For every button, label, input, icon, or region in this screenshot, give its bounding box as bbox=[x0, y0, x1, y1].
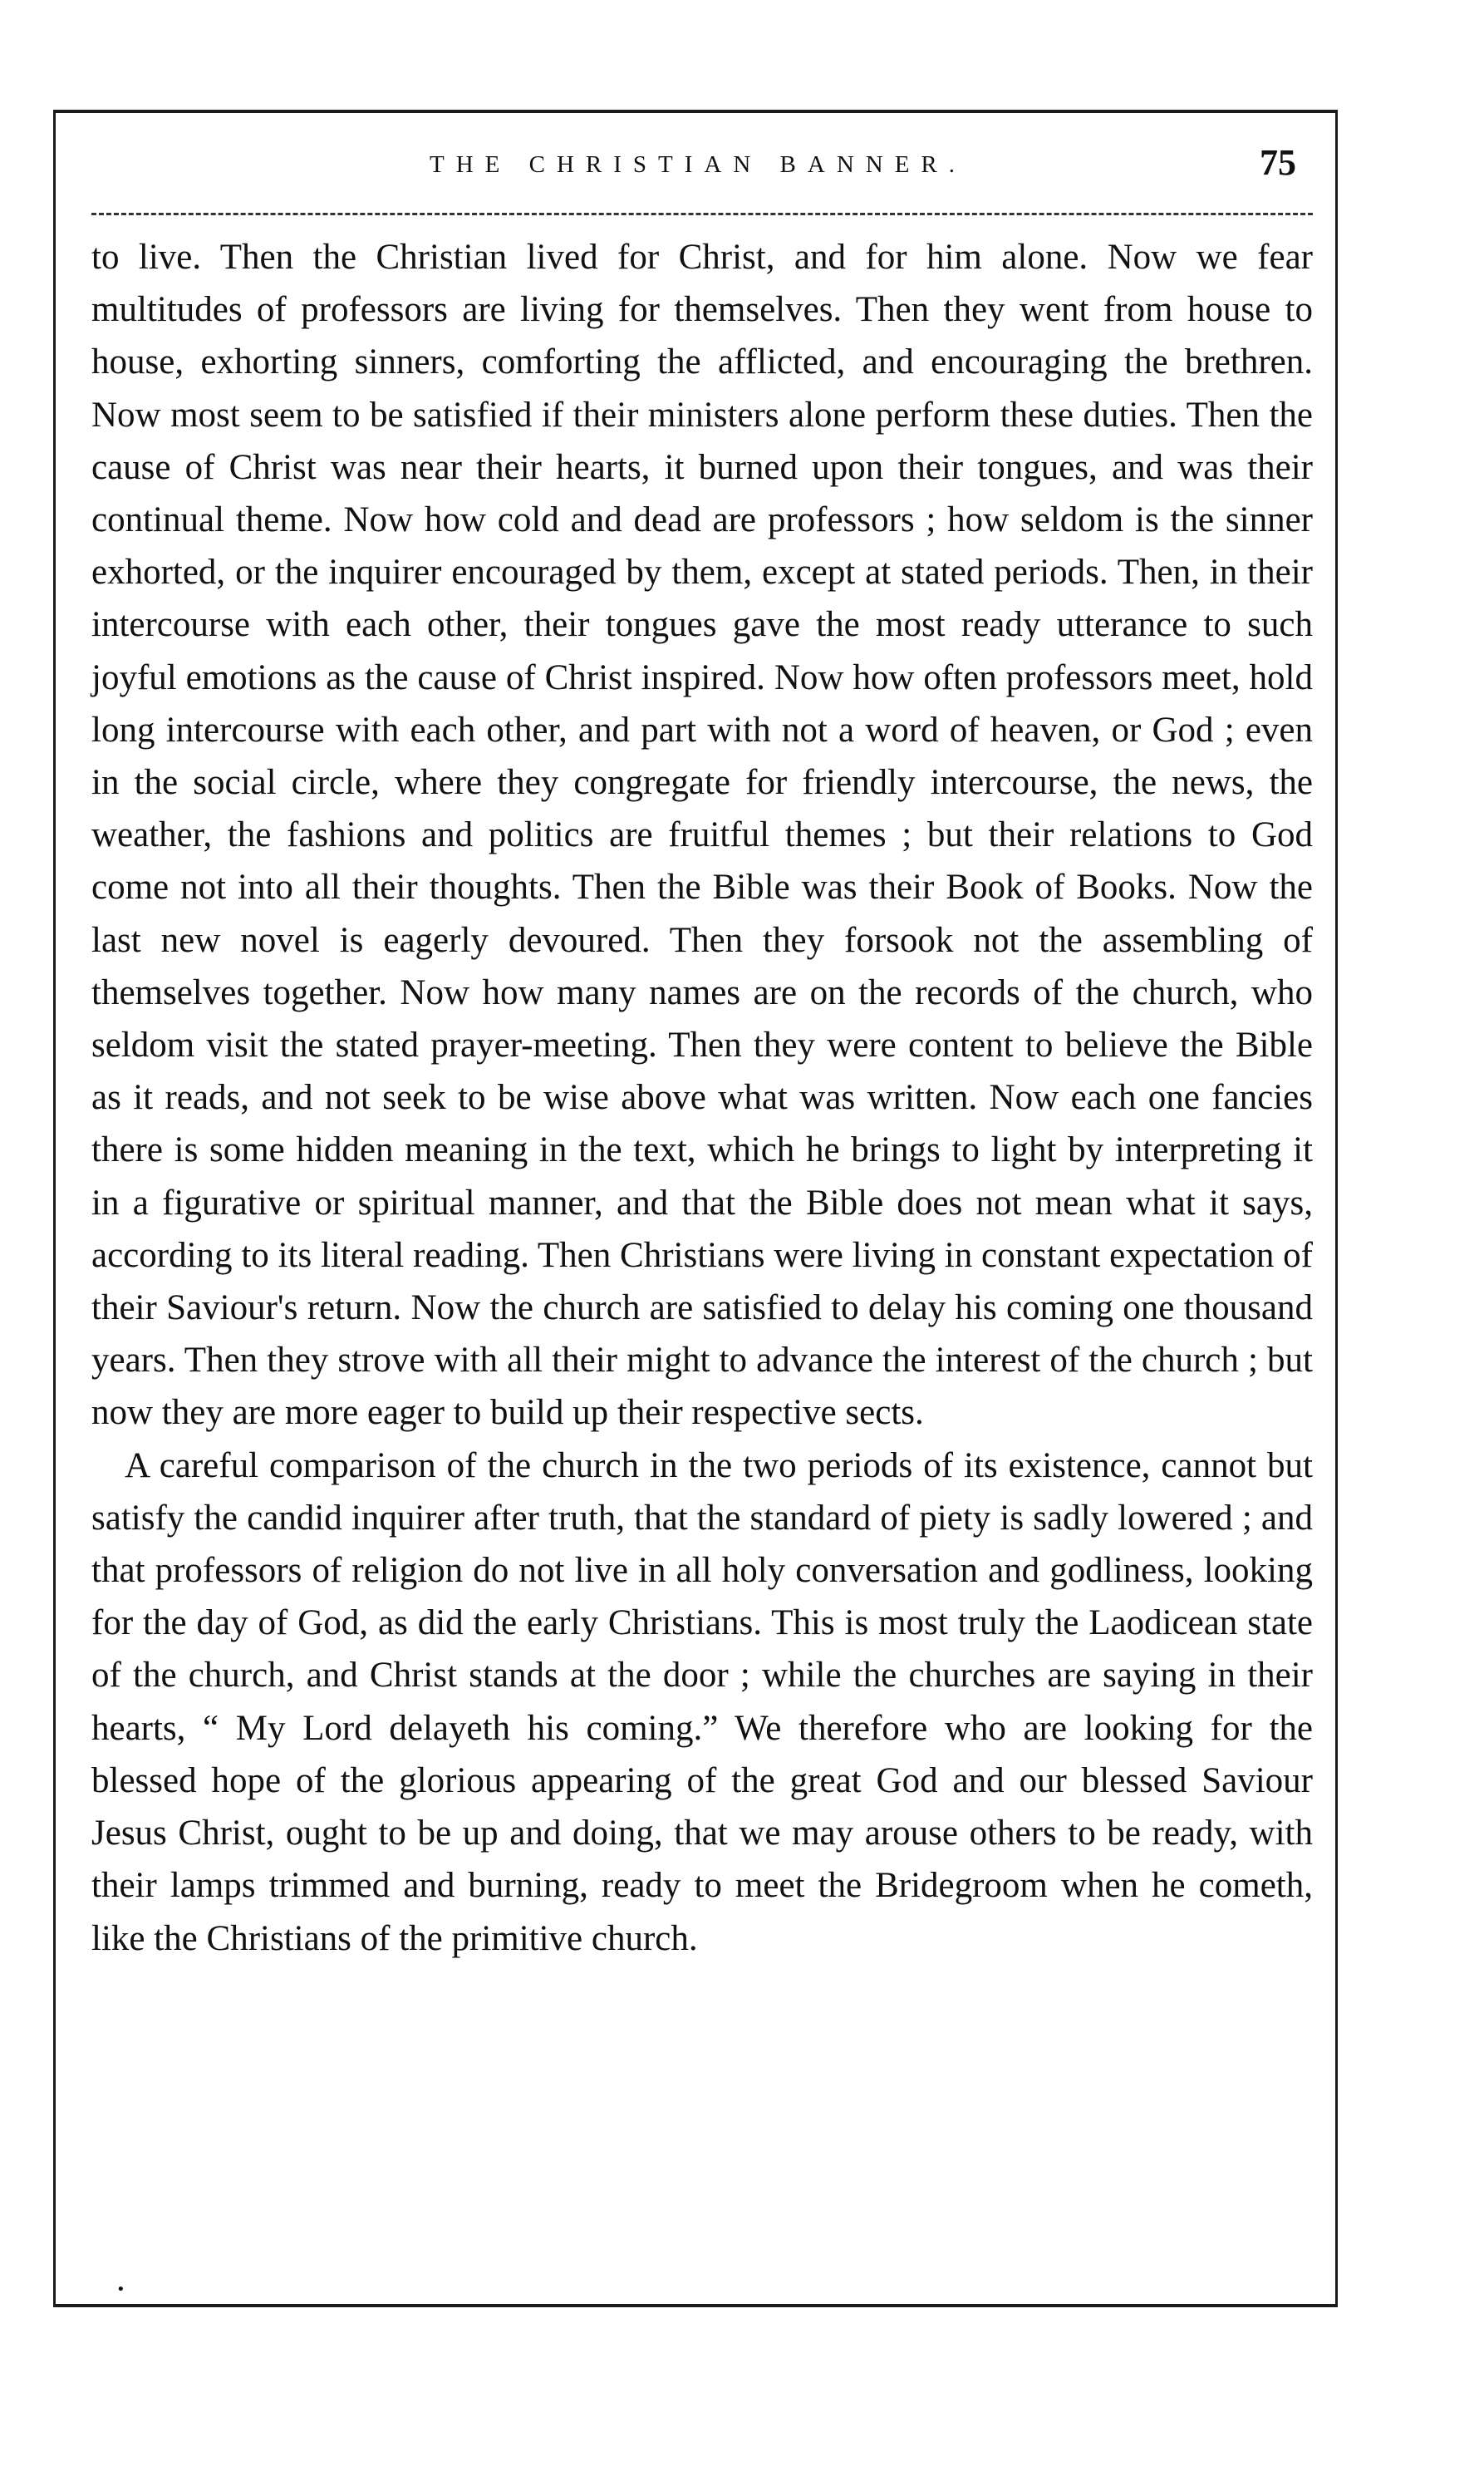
running-title: THE CHRISTIAN BANNER. bbox=[429, 151, 967, 178]
article-body bbox=[91, 231, 1313, 1965]
footer-bullet-mark: • bbox=[116, 2281, 125, 2298]
page-header bbox=[91, 141, 1305, 191]
page-number: 75 bbox=[1260, 142, 1296, 183]
paragraph-1: to live. Then the Christian lived for Christ, and for him alone. Now we fear multitudes of professors are living for themselves. Then they went from house to house, exhorting sinners, comforting the afflicted, and encouraging the brethren. Now most seem to be satisfied if their ministers alone perform these duties. Then the cause of Christ was near their hearts, it burned upon their tongues, and was their continual theme. Now how cold and dead are professors ; how seldom is the sinner exhorted, or the inquirer encouraged by them, except at stated periods. Then, in their intercourse with each other, their tongues gave the most ready utterance to such joyful emotions as the cause of Christ inspired. Now how often professors meet, hold long intercourse with each other, and part with not a word of heaven, or God ; even in the social circle, where they congregate for friendly intercourse, the news, the weather, the fashions and politics are fruitful themes ; but their relations to God come not into all their thoughts. Then the Bible was their Book of Books. Now the last new novel is eagerly devoured. Then they forsook not the assembling of themselves together. Now how many names are on the records of the church, who seldom visit the stated prayer-meeting. Then they were content to believe the Bible as it reads, and not seek to be wise above what was written. Now each one fancies there is some hidden meaning in the text, which he brings to light by interpreting it in a figurative or spiritual manner, and that the Bible does not mean what it says, according to its literal reading. Then Christians were living in constant expectation of their Saviour's return. Now the church are satisfied to delay his coming one thousand years. Then they strove with all their might to advance the interest of the church ; but now they are more eager to build up their respective sects. bbox=[91, 238, 1313, 1433]
bottom-border-rule bbox=[53, 2304, 1338, 2307]
header-divider bbox=[91, 213, 1313, 215]
paragraph-2: A careful comparison of the church in the two periods of its existence, cannot but satisfy the candid inquirer after truth, that the standard of piety is sadly lowered ; and that professors of religion do not live in all holy conversation and godliness, looking for the day of God, as did the early Christians. This is most truly the Laodicean state of the church, and Christ stands at the door ; while the churches are saying in their hearts, “ My Lord delayeth his coming.” We therefore who are looking for the blessed hope of the glorious appearing of the great God and our blessed Saviour Jesus Christ, ought to be up and doing, that we may arouse others to be ready, with their lamps trimmed and burning, ready to meet the Bridegroom when he cometh, like the Christians of the primitive church. bbox=[91, 1445, 1313, 1958]
